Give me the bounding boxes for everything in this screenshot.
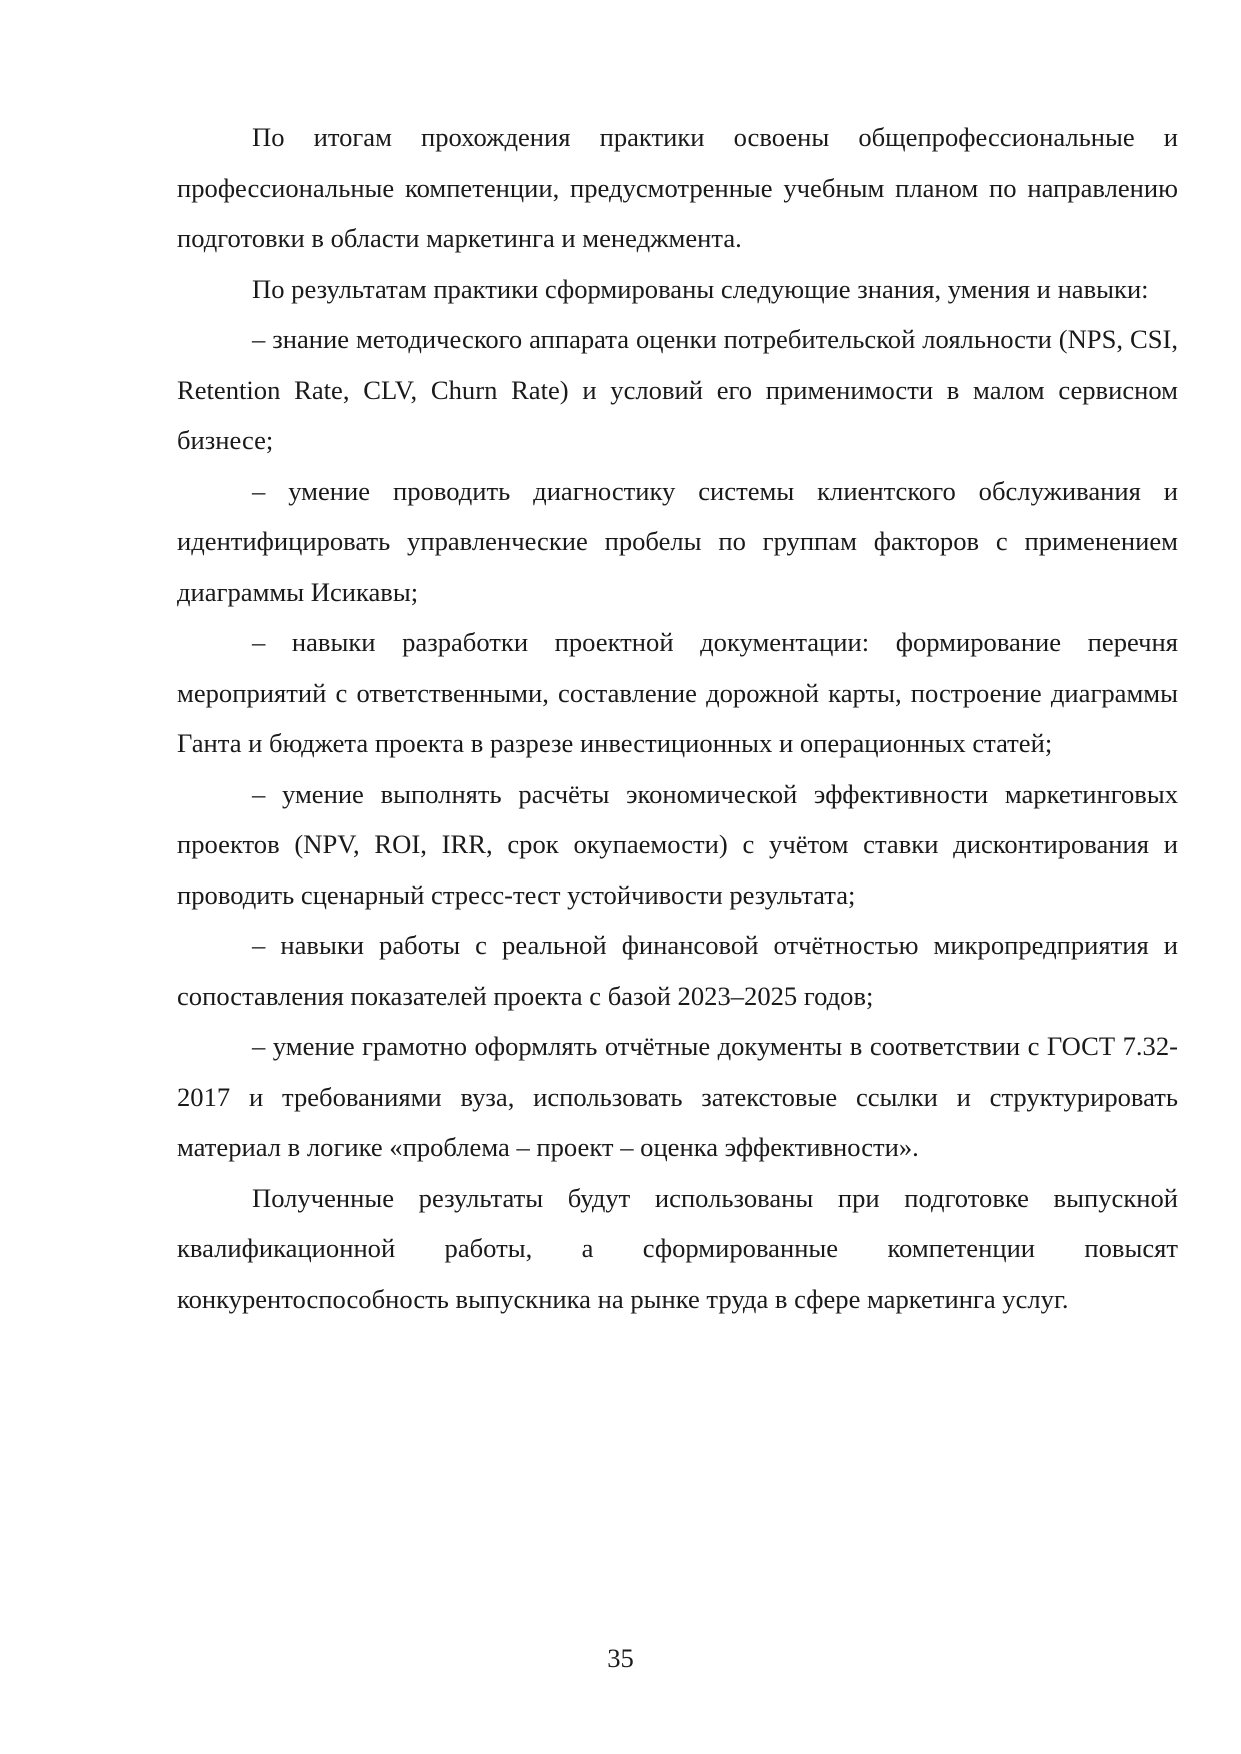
document-body	[177, 112, 1178, 1324]
list-item-report-formatting: – умение грамотно оформлять отчётные документы в соответствии с ГОСТ 7.32-2017 и требованиями вуза, использовать затекстовые ссылки и структурировать материал в логике «проблема – проект – оценка эффективности».	[177, 1031, 1178, 1162]
list-item-financial-reporting: – навыки работы с реальной финансовой отчётностью микропредприятия и сопоставления показателей проекта с базой 2023–2025 годов;	[177, 930, 1178, 1011]
paragraph-conclusion: Полученные результаты будут использованы при подготовке выпускной квалификационной работы, а сформированные компетенции повысят конкурентоспособность выпускника на рынке труда в сфере маркетинга услуг.	[177, 1182, 1178, 1314]
paragraph-competencies-intro: По итогам прохождения практики освоены общепрофессиональные и профессиональные компетенции, предусмотренные учебным планом по направлению подготовки в области маркетинга и менеджмента.	[177, 122, 1178, 253]
list-item-efficiency-calculations: – умение выполнять расчёты экономической эффективности маркетинговых проектов (NPV, ROI, IRR, срок окупаемости) с учётом ставки дисконтирования и проводить сценарный стресс-тест устойчивости результата;	[177, 778, 1178, 910]
page-number: 35	[607, 1643, 634, 1673]
list-item-service-diagnostics: – умение проводить диагностику системы клиентского обслуживания и идентифицировать управленческие пробелы по группам факторов с применением диаграммы Исикавы;	[177, 475, 1178, 607]
paragraph-skills-intro: По результатам практики сформированы следующие знания, умения и навыки:	[252, 273, 1149, 304]
list-item-project-documentation: – навыки разработки проектной документации: формирование перечня мероприятий с ответственными, составление дорожной карты, построение диаграммы Ганта и бюджета проекта в разрезе инвестиционных и операционных статей;	[177, 627, 1178, 758]
list-item-loyalty-methods: – знание методического аппарата оценки потребительской лояльности (NPS, CSI, Retention Rate, CLV, Churn Rate) и условий его применимости в малом сервисном бизнесе;	[177, 324, 1178, 455]
